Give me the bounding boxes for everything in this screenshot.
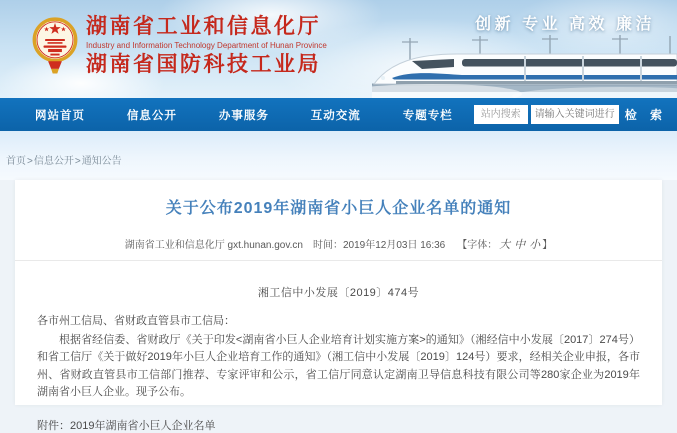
- font-size-label-end: 】: [542, 240, 553, 251]
- article-source: 湖南省工业和信息化厅 gxt.hunan.gov.cn: [124, 240, 303, 251]
- breadcrumb-bar: [0, 131, 677, 180]
- article-time: 时间：2019年12月03日 16:36: [312, 240, 446, 251]
- breadcrumb-info-link[interactable]: 信息公开: [33, 156, 74, 167]
- nav-item-interaction[interactable]: 互动交流: [310, 109, 361, 122]
- org-name-en: Industry and Information Technology Department of Hunan Province: [86, 41, 327, 50]
- breadcrumb-separator: >: [74, 156, 81, 167]
- search-scope-select[interactable]: 站内搜索: [474, 105, 528, 124]
- article-body: [37, 313, 640, 402]
- body-paragraph: 根据省经信委、省财政厅《关于印发<湖南省小巨人企业培育计划实施方案>的通知》（湘经信中小发展〔2017〕274号）和省工信厅《关于做好2019年小巨人企业培育工作的通知》（湘工信中小发展〔2019〕124号）要求，经相关企业申报，各市州、省财政直管县市工信部门推荐、专家评审和公示，省工信厅同意认定湖南卫导信息科技有限公司等280家企业为2019年湖南省小巨人企业。现予公布。: [37, 333, 640, 398]
- nav-item-info-disclosure[interactable]: 信息公开: [126, 109, 177, 122]
- document-number: 湘工信中小发展〔2019〕474号: [257, 287, 420, 299]
- search-button[interactable]: 检 索: [624, 108, 668, 122]
- search-input[interactable]: [531, 105, 619, 124]
- train-banner-image: [372, 26, 677, 98]
- attachment-line: [37, 417, 640, 433]
- attachment-link[interactable]: 2019年湖南省小巨人企业名单: [70, 419, 216, 432]
- national-emblem-icon: [32, 12, 78, 86]
- font-size-medium-button[interactable]: 中: [514, 239, 526, 251]
- breadcrumb: [6, 152, 122, 167]
- header-slogan: 创新 专业 高效 廉洁: [475, 16, 655, 33]
- meta-divider: [15, 260, 662, 261]
- salutation-line: 各市州工信局、省财政直管县市工信局：: [37, 315, 235, 327]
- article-meta: [15, 236, 662, 252]
- breadcrumb-separator: >: [27, 156, 33, 167]
- main-nav: [0, 98, 677, 131]
- breadcrumb-home-link[interactable]: 首页: [6, 156, 26, 167]
- font-size-small-button[interactable]: 小: [529, 239, 541, 251]
- nav-item-special-topics[interactable]: 专题专栏: [402, 109, 453, 122]
- font-size-large-button[interactable]: 大: [499, 239, 511, 251]
- breadcrumb-notices-link[interactable]: 通知公告: [81, 156, 122, 167]
- article-panel: [15, 180, 662, 432]
- nav-item-services[interactable]: 办事服务: [218, 109, 269, 122]
- org-name-cn: 湖南省工业和信息化厅: [86, 15, 321, 38]
- nav-item-home[interactable]: 网站首页: [34, 109, 85, 122]
- site-title-block: [86, 13, 327, 78]
- attachment-label: 附件：: [37, 419, 70, 432]
- font-size-label: 【字体：: [457, 240, 498, 251]
- org-name-cn2: 湖南省国防科技工业局: [86, 53, 321, 76]
- site-search: [474, 105, 667, 124]
- article-title: 关于公布2019年湖南省小巨人企业名单的通知: [165, 200, 512, 217]
- site-header: [0, 0, 677, 98]
